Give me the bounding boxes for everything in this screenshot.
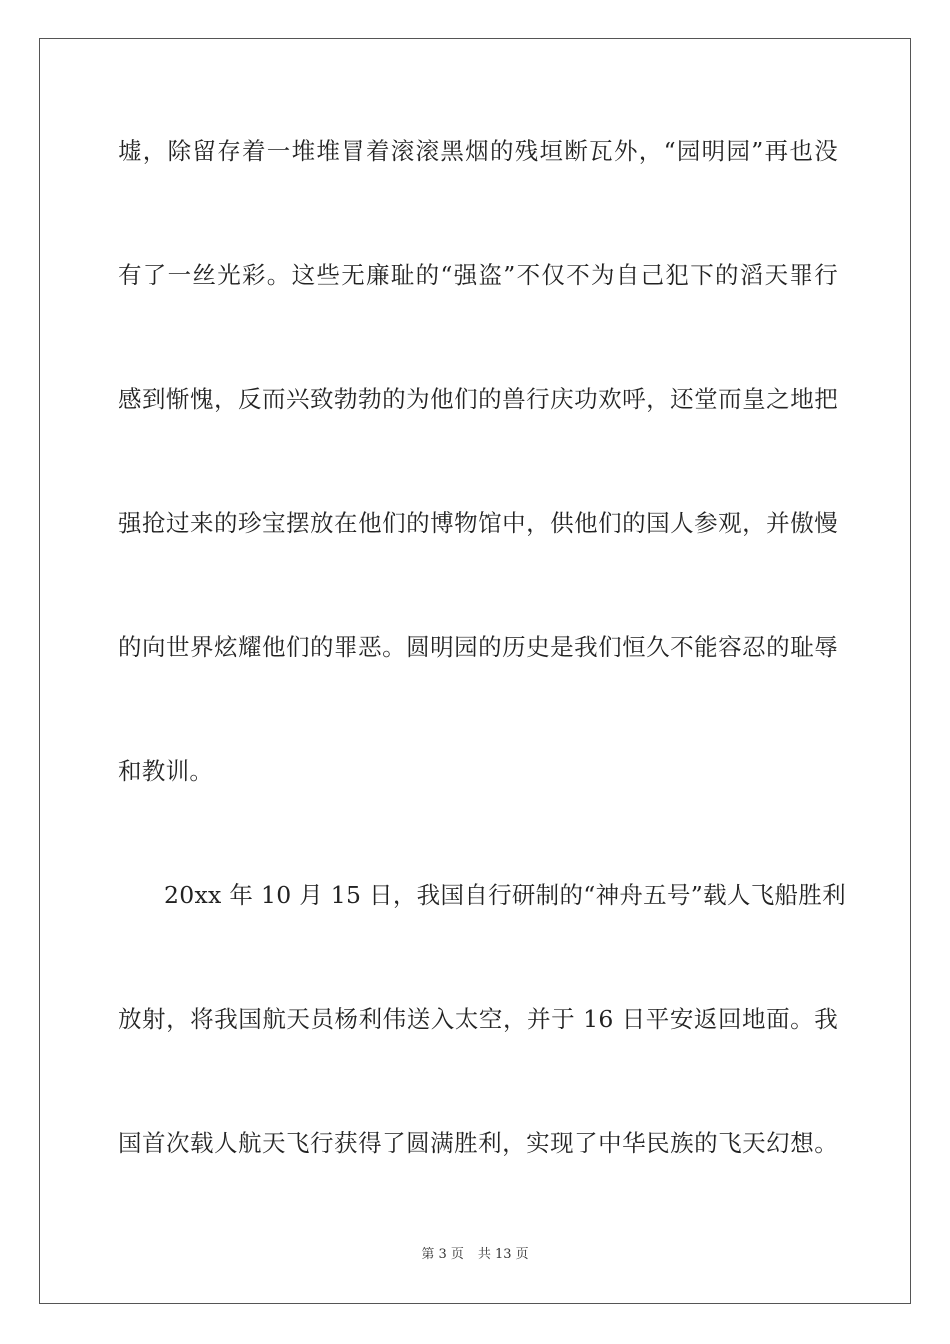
- body-text-line: 有了一丝光彩。这些无廉耻的“强盗”不仅不为自己犯下的滔天罪行: [118, 261, 838, 289]
- body-text-line: 和教训。: [118, 757, 214, 785]
- page-border: [39, 38, 911, 1304]
- body-text-line: 的向世界炫耀他们的罪恶。圆明园的历史是我们恒久不能容忍的耻辱: [118, 633, 838, 661]
- body-text-line: 墟，除留存着一堆堆冒着滚滚黑烟的残垣断瓦外，“园明园”再也没: [118, 137, 838, 165]
- page-total: 共 13 页: [477, 1247, 529, 1262]
- body-text-line: 国首次载人航天飞行获得了圆满胜利，实现了中华民族的飞天幻想。: [118, 1129, 838, 1157]
- page-footer: [0, 1246, 950, 1264]
- body-text-line: 强抢过来的珍宝摆放在他们的博物馆中，供他们的国人参观，并傲慢: [118, 509, 838, 537]
- body-text-line: 感到惭愧，反而兴致勃勃的为他们的兽行庆功欢呼，还堂而皇之地把: [118, 385, 838, 413]
- body-text-line: 放射，将我国航天员杨利伟送入太空，并于 16 日平安返回地面。我: [118, 1005, 838, 1033]
- page-number: 第 3 页: [421, 1247, 464, 1262]
- body-text-line: 20xx 年 10 月 15 日，我国自行研制的“神舟五号”载人飞船胜利: [164, 881, 846, 909]
